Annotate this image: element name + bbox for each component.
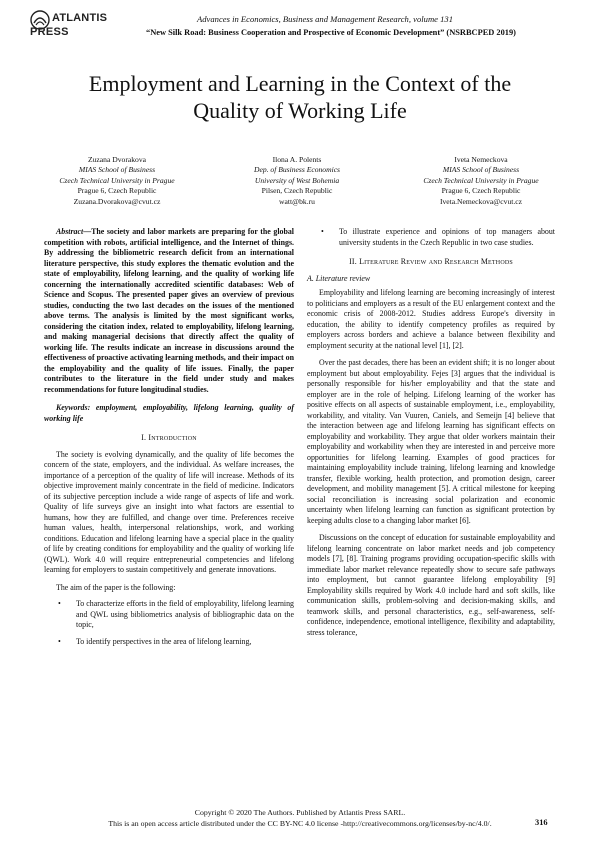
author-organization: Czech Technical University in Prague	[423, 175, 539, 185]
logo-text-atlantis: ATLANTIS	[52, 12, 108, 24]
running-header-series: Advances in Economics, Business and Management Research, volume 131	[197, 14, 453, 24]
author-city: Pilsen, Czech Republic	[261, 186, 333, 196]
running-header-conference: “New Silk Road: Business Cooperation and Prospective of Economic Development” (NSRBCPED 2019)	[146, 28, 516, 37]
subsection-heading-literature-review: A. Literature review	[307, 273, 371, 283]
intro-paragraph-aim: The aim of the paper is the following:	[56, 582, 176, 592]
author-name: Iveta Nemeckova	[454, 155, 508, 164]
footer-license: This is an open access article distributed under the CC BY-NC 4.0 license -http://creativecommons.org/licenses/by-nc/4.0/.	[108, 818, 492, 828]
logo-text-press: PRESS	[30, 26, 69, 38]
author-department: Dep. of Business Economics	[253, 165, 341, 175]
section-heading-introduction: I. Introduction	[141, 433, 197, 442]
right-column	[307, 227, 555, 638]
bullet-icon: •	[58, 636, 61, 646]
abstract	[44, 227, 294, 395]
author-email: Zuzana.Dvorakova@cvut.cz	[73, 196, 161, 206]
literature-paragraph-2: Over the past decades, there has been an evident shift; it is no longer about employment but about employability. Fejes [3] argues that the individual is personally responsible for his/her employability and that the state and employer are in the role of helping. Lifelong learning of the worker has positive effects on all aspects of sustainable employment, i.e., employability, workability, and vitality. Van Vuuren, Caniels, and Semeijn [4] believe that the interaction between age and lifelong learning has significant effects on employability and workability. They argue that older workers maintain their employability and workability when they are interested in and perceive more opportunities for lifelong learning. Examples of good practices for maintaining employability include training, lifelong learning and knowledge transfer, flexible working, health protection, and promotion design, career development, and mobility management [5]. A critical milestone for keeping social reconciliation is increasing social polarization and economic uncertainty when lifelong learning can function as significant protection by keeping adults close to a changing labor market [6].	[307, 358, 555, 525]
author-department: MIAS School of Business	[442, 165, 520, 175]
bullet-icon: •	[321, 227, 324, 236]
bullet-icon: •	[58, 599, 61, 608]
author-name: Ilona A. Polents	[272, 155, 322, 164]
list-item: • To identify perspectives in the area of lifelong learning,	[58, 636, 252, 646]
literature-paragraph-3: Discussions on the concept of education for sustainable employability and lifelong learning concentrate on labor market needs and job competency models [7], [8]. Training programs providing occupation-specific skills with immediate labor market relevance repeatedly show to secure safe pathways into employment, but cannot guarantee lifelong employability [9] Employability skills required by Work 4.0 include hard and soft skills, like communication skills, problem-solving and decision-making skills, and teamwork skills, and personal characteristics, e.g., self-awareness, self-confidence, independence, emotional intelligence, flexibility and adaptability, stress tolerance,	[307, 533, 555, 637]
abstract-text: —The society and labor markets are preparing for the global competition with robots, artificial intelligence, and the Internet of things. By addressing the bibliometric research deficit from an international literature perspective, this study explores the thematic evolution and the state of employability, lifelong learning, and the quality of working life concerning the internationally accredited scientific databases: Web of Science and Scopus. The presented paper gives an overview of previous studies, conducting the two last decades on the issues of the mentioned above terms. The analysis is limited by the most significant works, considering the citation index, related to employability, lifelong learning, and making managerial decisions that directly affect the quality of working life. The results indicate an increase in discussions around the effectiveness of proactive activating learning methods, and their impact on the employability and the quality of life issues. Finally, the paper contributes to the literature in the field under study and makes recommendations for future longitudinal studies.	[44, 227, 294, 394]
author-block-3	[396, 155, 566, 207]
left-column	[44, 227, 294, 653]
aims-list	[44, 599, 294, 647]
abstract-lead: Abstract	[56, 227, 84, 236]
list-item: • To illustrate experience and opinions of top managers about university students in the Czech Republic in two case studies.	[321, 227, 555, 247]
keywords: Keywords: employment, employability, lifelong learning, quality of working life	[44, 403, 294, 423]
paper-title-line-1: Employment and Learning in the Context of the	[88, 71, 512, 96]
paper-title	[50, 70, 550, 124]
aims-list-continued	[307, 227, 555, 248]
page-number: 316	[535, 818, 548, 827]
section-heading-literature-review: II. Literature Review and Research Methods	[349, 257, 513, 266]
author-department: MIAS School of Business	[78, 165, 156, 175]
literature-paragraph-1: Employability and lifelong learning are becoming increasingly of interest to politicians and employers as a result of the EU enlargement context and the economic crisis of 2008-2012. Studies address Europe's diversity in education, the ability to identify competency profiles as required by employers across borders and achieve a balance between flexibility and employment security at the national level [1], [2].	[307, 288, 555, 350]
author-name: Zuzana Dvorakova	[88, 155, 146, 164]
author-organization: Czech Technical University in Prague	[59, 175, 175, 185]
author-organization: University of West Bohemia	[254, 175, 340, 185]
author-block-2	[212, 155, 382, 207]
footer-copyright: Copyright © 2020 The Authors. Published by Atlantis Press SARL.	[194, 808, 406, 817]
page-footer	[60, 808, 540, 829]
author-email: Iveta.Nemeckova@cvut.cz	[439, 196, 523, 206]
list-item: • To characterize efforts in the field of employability, lifelong learning and QWL using bibliometrics analysis of bibliographic data on the topic,	[58, 599, 294, 629]
author-block-1	[32, 155, 202, 207]
paper-title-line-2: Quality of Working Life	[193, 98, 407, 123]
author-city: Prague 6, Czech Republic	[77, 186, 157, 196]
author-city: Prague 6, Czech Republic	[441, 186, 521, 196]
author-email: watt@bk.ru	[279, 196, 315, 206]
intro-paragraph-1: The society is evolving dynamically, and the quality of life becomes the concern of the state, employers, and the individual. As welfare increases, the importance of a perception of the quality of life will increase. Methods of its objective improvement mainly concentrate in the field of medicine. Indicators of its subjective perception include a wide range of aspects of life and work. Quality of life surveys give an insight into what factors are essential to humans, how they are fulfilled, and change over time. Preferences receive human values, health, interpersonal relationships, work, and working conditions. Education and lifelong learning have a special place in the quality of life by creating conditions for employability and the quality of working life (QWL). Work 4.0 will require entrepreneurial competencies and lifelong learning for employers to sustain competitively and generate innovations.	[44, 449, 294, 574]
